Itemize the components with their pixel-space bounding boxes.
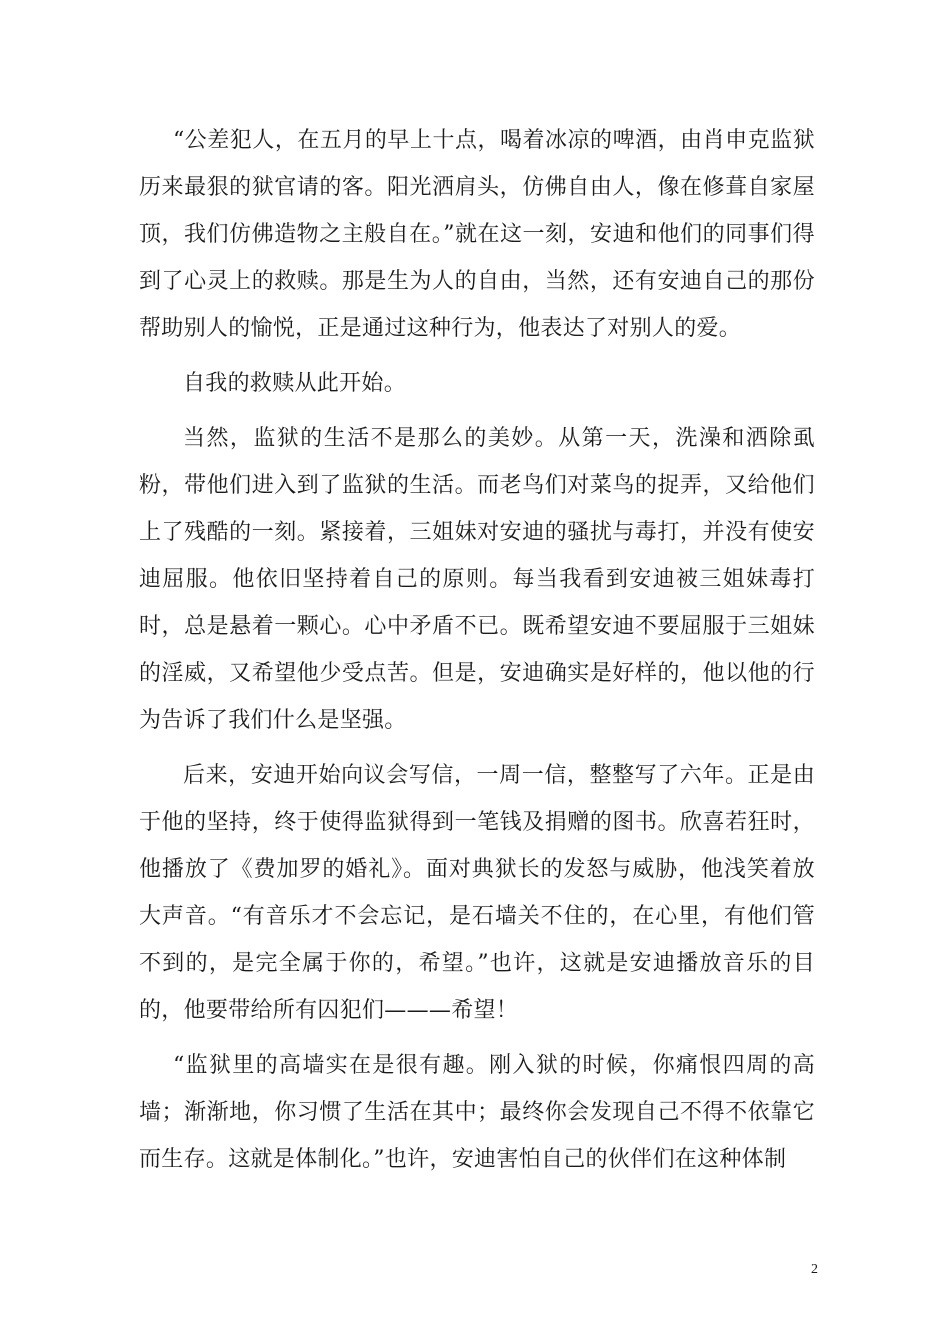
page-number: 2 [811,1262,818,1277]
document-body [139,117,815,1191]
paragraph-3: 当然，监狱的生活不是那么的美妙。从第一天，洗澡和洒除虱粉，带他们进入到了监狱的生活。而老鸟们对菜鸟的捉弄，又给他们上了残酷的一刻。紧接着，三姐妹对安迪的骚扰与毒打，并没有使安迪屈服。他依旧坚持着自己的原则。每当我看到安迪被三姐妹毒打时，总是悬着一颗心。心中矛盾不已。既希望安迪不要屈服于三姐妹的淫威，又希望他少受点苦。但是，安迪确实是好样的，他以他的行为告诉了我们什么是坚强。 [139,426,815,733]
paragraph-5: “监狱里的高墙实在是很有趣。刚入狱的时候，你痛恨四周的高墙；渐渐地，你习惯了生活在其中；最终你会发现自己不得不依靠它而生存。这就是体制化。”也许，安迪害怕自己的伙伴们在这种体制 [139,1053,815,1172]
paragraph-2: 自我的救赎从此开始。 [183,371,407,396]
paragraph-1: “公差犯人，在五月的早上十点，喝着冰凉的啤酒，由肖申克监狱历来最狠的狱官请的客。阳光洒肩头，仿佛自由人，像在修葺自家屋顶，我们仿佛造物之主般自在。”就在这一刻，安迪和他们的同事们得到了心灵上的救赎。那是生为人的自由，当然，还有安迪自己的那份帮助别人的愉悦，正是通过这种行为，他表达了对别人的爱。 [139,128,815,341]
paragraph-4: 后来，安迪开始向议会写信，一周一信，整整写了六年。正是由于他的坚持，终于使得监狱得到一笔钱及捐赠的图书。欣喜若狂时，他播放了《费加罗的婚礼》。面对典狱长的发怒与威胁，他浅笑着放大声音。“有音乐才不会忘记，是石墙关不住的，在心里，有他们管不到的，是完全属于你的，希望。”也许，这就是安迪播放音乐的目的，他要带给所有囚犯们———希望！ [139,763,815,1023]
